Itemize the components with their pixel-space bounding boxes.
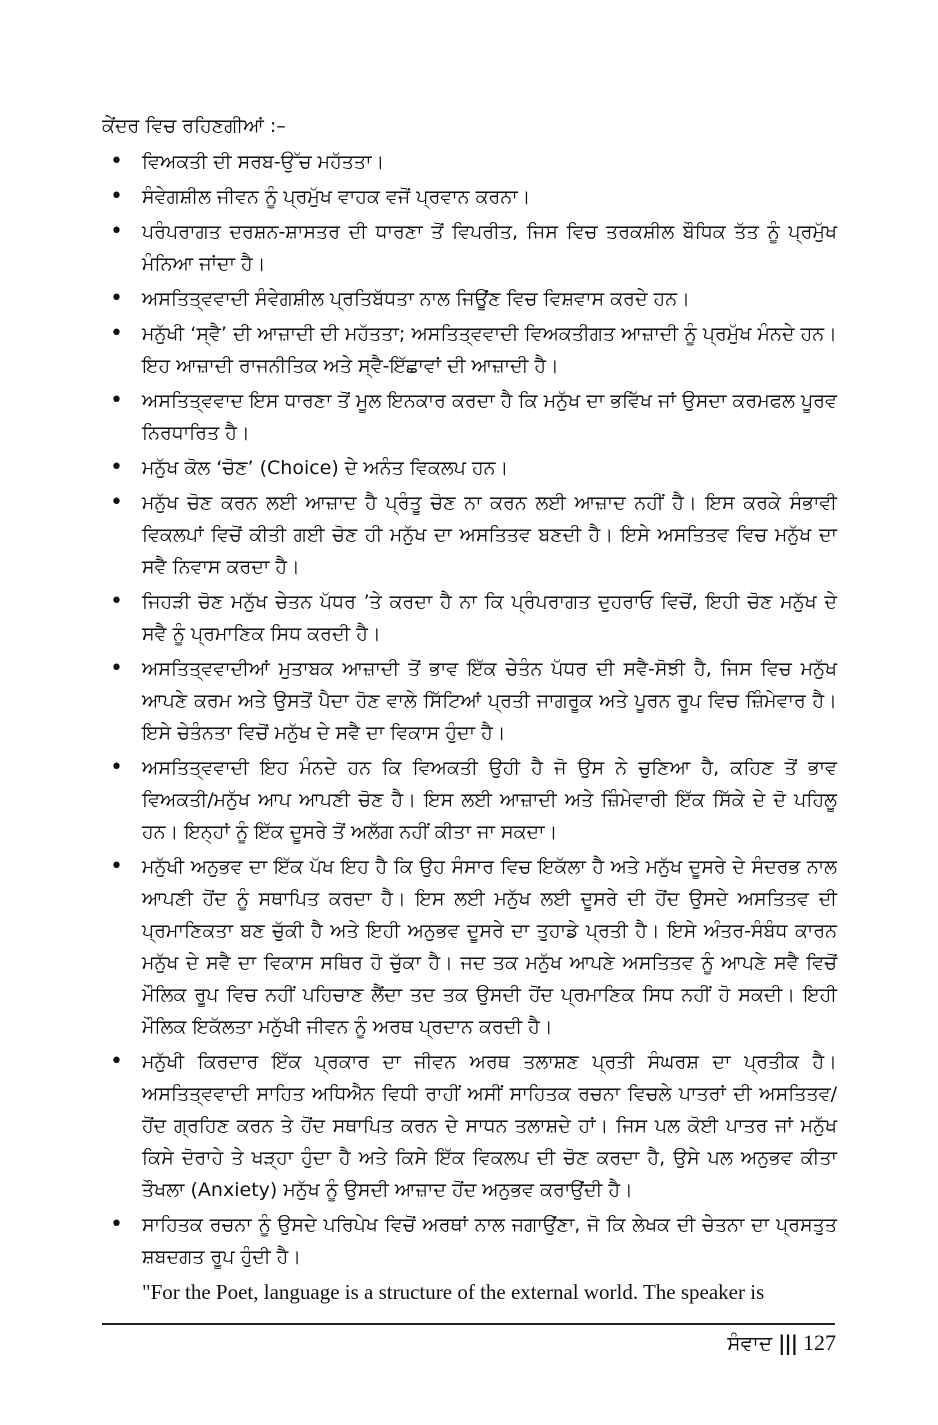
- list-item-text: ਮਨੁੱਖੀ ਅਨੁਭਵ ਦਾ ਇੱਕ ਪੱਖ ਇਹ ਹੈ ਕਿ ਉਹ ਸੰਸਾਰ ਵਿਚ ਇਕੱਲਾ ਹੈ ਅਤੇ ਮਨੁੱਖ ਦੂਸਰੇ ਦੇ ਸੰਦਰਭ ਨਾਲ ਆਪਣੀ ਹੋਂਦ ਨੂੰ ਸਥਾਪਿਤ ਕਰਦਾ ਹੈ। ਇਸ ਲਈ ਮਨੁੱਖ ਲਈ ਦੂਸਰੇ ਦੀ ਹੋਂਦ ਉਸਦੇ ਅਸਤਿਤਵ ਦੀ ਪ੍ਰਮਾਣਿਕਤਾ ਬਣ ਚੁੱਕੀ ਹੈ ਅਤੇ ਇਹੀ ਅਨੁਭਵ ਦੂਸਰੇ ਦਾ ਤੁਹਾਡੇ ਪ੍ਰਤੀ ਹੈ। ਇਸੇ ਅੰਤਰ-ਸੰਬੰਧ ਕਾਰਨ ਮਨੁੱਖ ਦੇ ਸਵੈ ਦਾ ਵਿਕਾਸ ਸਥਿਰ ਹੋ ਚੁੱਕਾ ਹੈ। ਜਦ ਤਕ ਮਨੁੱਖ ਆਪਣੇ ਅਸਤਿਤਵ ਨੂੰ ਆਪਣੇ ਸਵੈ ਵਿਚੋਂ ਮੌਲਿਕ ਰੂਪ ਵਿਚ ਨਹੀਂ ਪਹਿਚਾਣ ਲੈਂਦਾ ਤਦ ਤਕ ਉਸਦੀ ਹੋਂਦ ਪ੍ਰਮਾਣਿਕ ਸਿਧ ਨਹੀਂ ਹੋ ਸਕਦੀ। ਇਹੀ ਮੌਲਿਕ ਇਕੱਲਤਾ ਮਨੁੱਖੀ ਜੀਵਨ ਨੂੰ ਅਰਥ ਪ੍ਰਦਾਨ ਕਰਦੀ ਹੈ।: [142, 856, 837, 1038]
- bullet-marker: •: [110, 656, 123, 681]
- footer-divider: [102, 1323, 835, 1325]
- list-item-text: ਸੰਵੇਗਸ਼ੀਲ ਜੀਵਨ ਨੂੰ ਪ੍ਰਮੁੱਖ ਵਾਹਕ ਵਜੋਂ ਪ੍ਰਵਾਨ ਕਰਨਾ।: [142, 186, 531, 208]
- list-item: [102, 146, 837, 178]
- footer-separator-icon: |||: [778, 1331, 797, 1355]
- list-item: [102, 586, 837, 650]
- list-item-text: ਅਸਤਿਤ੍ਵਵਾਦ ਇਸ ਧਾਰਣਾ ਤੋਂ ਮੂਲ ਇਨਕਾਰ ਕਰਦਾ ਹੈ ਕਿ ਮਨੁੱਖ ਦਾ ਭਵਿੱਖ ਜਾਂ ਉਸਦਾ ਕਰਮਫਲ ਪੂਰਵ ਨਿਰਧਾਰਿਤ ਹੈ।: [142, 390, 837, 444]
- list-item: [102, 653, 837, 749]
- english-quote: "For the Poet, language is a structure of the external world. The speaker is: [142, 1280, 765, 1304]
- bullet-list: [102, 146, 837, 1273]
- list-item-text: ਅਸਤਿਤ੍ਵਵਾਦੀਆਂ ਮੁਤਾਬਕ ਆਜ਼ਾਦੀ ਤੋਂ ਭਾਵ ਇੱਕ ਚੇਤੰਨ ਪੱਧਰ ਦੀ ਸਵੈ-ਸੋਝੀ ਹੈ, ਜਿਸ ਵਿਚ ਮਨੁੱਖ ਆਪਣੇ ਕਰਮ ਅਤੇ ਉਸਤੋਂ ਪੈਦਾ ਹੋਣ ਵਾਲੇ ਸਿੱਟਿਆਂ ਪ੍ਰਤੀ ਜਾਗਰੂਕ ਅਤੇ ਪੂਰਨ ਰੂਪ ਵਿਚ ਜ਼ਿੰਮੇਵਾਰ ਹੈ। ਇਸੇ ਚੇਤੰਨਤਾ ਵਿਚੋਂ ਮਨੁੱਖ ਦੇ ਸਵੈ ਦਾ ਵਿਕਾਸ ਹੁੰਦਾ ਹੈ।: [142, 658, 837, 744]
- list-item-text: ਸਾਹਿਤਕ ਰਚਨਾ ਨੂੰ ਉਸਦੇ ਪਰਿਪੇਖ ਵਿਚੋਂ ਅਰਥਾਂ ਨਾਲ ਜਗਾਉਂਣਾ, ਜੋ ਕਿ ਲੇਖਕ ਦੀ ਚੇਤਨਾ ਦਾ ਪ੍ਰਸਤੁਤ ਸ਼ਬਦਗਤ ਰੂਪ ਹੁੰਦੀ ਹੈ।: [142, 1214, 837, 1268]
- bullet-marker: •: [110, 286, 123, 311]
- list-item-text: ਮਨੁੱਖੀ ‘ਸ੍ਵੈ’ ਦੀ ਆਜ਼ਾਦੀ ਦੀ ਮਹੱਤਤਾ; ਅਸਤਿਤ੍ਵਵਾਦੀ ਵਿਅਕਤੀਗਤ ਆਜ਼ਾਦੀ ਨੂੰ ਪ੍ਰਮੁੱਖ ਮੰਨਦੇ ਹਨ। ਇਹ ਆਜ਼ਾਦੀ ਰਾਜਨੀਤਿਕ ਅਤੇ ਸ੍ਵੈ-ਇੱਛਾਵਾਂ ਦੀ ਆਜ਼ਾਦੀ ਹੈ।: [142, 323, 837, 377]
- bullet-marker: •: [110, 1049, 123, 1074]
- bullet-marker: •: [110, 219, 123, 244]
- list-item: [102, 181, 837, 213]
- bullet-marker: •: [110, 854, 123, 879]
- list-item-text: ਮਨੁੱਖ ਕੋਲ ‘ਚੋਣ’ (Choice) ਦੇ ਅਨੰਤ ਵਿਕਲਪ ਹਨ।: [142, 457, 509, 479]
- list-item: [102, 1046, 837, 1206]
- bullet-marker: •: [110, 589, 123, 614]
- bullet-marker: •: [110, 184, 123, 209]
- list-item: [102, 283, 837, 315]
- page-footer: [727, 1328, 836, 1358]
- intro-line: ਕੇਂਦਰ ਵਿਚ ਰਹਿਣਗੀਆਂ :–: [102, 115, 286, 137]
- bullet-marker: •: [110, 490, 123, 515]
- bullet-marker: •: [110, 388, 123, 413]
- bullet-marker: •: [110, 755, 123, 780]
- page-number: 127: [803, 1330, 836, 1355]
- bullet-marker: •: [110, 1212, 123, 1237]
- list-item: [102, 851, 837, 1043]
- list-item: [102, 216, 837, 280]
- list-item-text: ਜਿਹੜੀ ਚੋਣ ਮਨੁੱਖ ਚੇਤਨ ਪੱਧਰ ’ਤੇ ਕਰਦਾ ਹੈ ਨਾ ਕਿ ਪ੍ਰੰਪਰਾਗਤ ਦੁਹਰਾਓ ਵਿਚੋਂ, ਇਹੀ ਚੋਣ ਮਨੁੱਖ ਦੇ ਸਵੈ ਨੂੰ ਪ੍ਰਮਾਣਿਕ ਸਿਧ ਕਰਦੀ ਹੈ।: [142, 591, 837, 645]
- bullet-marker: •: [110, 149, 123, 174]
- list-item-text: ਮਨੁੱਖੀ ਕਿਰਦਾਰ ਇੱਕ ਪ੍ਰਕਾਰ ਦਾ ਜੀਵਨ ਅਰਥ ਤਲਾਸ਼ਣ ਪ੍ਰਤੀ ਸੰਘਰਸ਼ ਦਾ ਪ੍ਰਤੀਕ ਹੈ। ਅਸਤਿਤ੍ਵਵਾਦੀ ਸਾਹਿਤ ਅਧਿਐਨ ਵਿਧੀ ਰਾਹੀਂ ਅਸੀਂ ਸਾਹਿਤਕ ਰਚਨਾ ਵਿਚਲੇ ਪਾਤਰਾਂ ਦੀ ਅਸਤਿਤਵ/ਹੋਂਦ ਗ੍ਰਹਿਣ ਕਰਨ ਤੇ ਹੋਂਦ ਸਥਾਪਿਤ ਕਰਨ ਦੇ ਸਾਧਨ ਤਲਾਸ਼ਦੇ ਹਾਂ। ਜਿਸ ਪਲ ਕੋਈ ਪਾਤਰ ਜਾਂ ਮਨੁੱਖ ਕਿਸੇ ਦੋਰਾਹੇ ਤੇ ਖੜ੍ਹਾ ਹੁੰਦਾ ਹੈ ਅਤੇ ਕਿਸੇ ਇੱਕ ਵਿਕਲਪ ਦੀ ਚੋਣ ਕਰਦਾ ਹੈ, ਉਸੇ ਪਲ ਅਨੁਭਵ ਕੀਤਾ ਤੌਖਲਾ (Anxiety) ਮਨੁੱਖ ਨੂੰ ਉਸਦੀ ਆਜ਼ਾਦ ਹੋਂਦ ਅਨੁਭਵ ਕਰਾਉਂਦੀ ਹੈ।: [142, 1051, 837, 1201]
- bullet-marker: •: [110, 321, 123, 346]
- list-item: [102, 752, 837, 848]
- list-item: [102, 452, 837, 484]
- footer-title: ਸੰਵਾਦ: [727, 1331, 773, 1355]
- bullet-marker: •: [110, 455, 123, 480]
- list-item: [102, 1209, 837, 1273]
- list-item-text: ਮਨੁੱਖ ਚੋਣ ਕਰਨ ਲਈ ਆਜ਼ਾਦ ਹੈ ਪ੍ਰੰਤੂ ਚੋਣ ਨਾ ਕਰਨ ਲਈ ਆਜ਼ਾਦ ਨਹੀਂ ਹੈ। ਇਸ ਕਰਕੇ ਸੰਭਾਵੀ ਵਿਕਲਪਾਂ ਵਿਚੋਂ ਕੀਤੀ ਗਈ ਚੋਣ ਹੀ ਮਨੁੱਖ ਦਾ ਅਸਤਿਤਵ ਬਣਦੀ ਹੈ। ਇਸੇ ਅਸਤਿਤਵ ਵਿਚ ਮਨੁੱਖ ਦਾ ਸਵੈ ਨਿਵਾਸ ਕਰਦਾ ਹੈ।: [142, 492, 837, 578]
- page-body: [102, 110, 837, 1308]
- list-item-text: ਪਰੰਪਰਾਗਤ ਦਰਸ਼ਨ-ਸ਼ਾਸਤਰ ਦੀ ਧਾਰਣਾ ਤੋਂ ਵਿਪਰੀਤ, ਜਿਸ ਵਿਚ ਤਰਕਸ਼ੀਲ ਬੌਧਿਕ ਤੱਤ ਨੂੰ ਪ੍ਰਮੁੱਖ ਮੰਨਿਆ ਜਾਂਦਾ ਹੈ।: [142, 221, 837, 275]
- list-item: [102, 318, 837, 382]
- list-item-text: ਅਸਤਿਤ੍ਵਵਾਦੀ ਸੰਵੇਗਸ਼ੀਲ ਪ੍ਰਤਿਬੱਧਤਾ ਨਾਲ ਜਿਊਂਣ ਵਿਚ ਵਿਸ਼ਵਾਸ ਕਰਦੇ ਹਨ।: [142, 288, 690, 310]
- list-item-text: ਅਸਤਿਤ੍ਵਵਾਦੀ ਇਹ ਮੰਨਦੇ ਹਨ ਕਿ ਵਿਅਕਤੀ ਉਹੀ ਹੈ ਜੋ ਉਸ ਨੇ ਚੁਣਿਆ ਹੈ, ਕਹਿਣ ਤੋਂ ਭਾਵ ਵਿਅਕਤੀ/ਮਨੁੱਖ ਆਪ ਆਪਣੀ ਚੋਣ ਹੈ। ਇਸ ਲਈ ਆਜ਼ਾਦੀ ਅਤੇ ਜ਼ਿੰਮੇਵਾਰੀ ਇੱਕ ਸਿੱਕੇ ਦੇ ਦੋ ਪਹਿਲੂ ਹਨ। ਇਨ੍ਹਾਂ ਨੂੰ ਇੱਕ ਦੂਸਰੇ ਤੋਂ ਅਲੱਗ ਨਹੀਂ ਕੀਤਾ ਜਾ ਸਕਦਾ।: [142, 757, 837, 843]
- list-item: [102, 487, 837, 583]
- list-item: [102, 385, 837, 449]
- list-item-text: ਵਿਅਕਤੀ ਦੀ ਸਰਬ-ਉੱਚ ਮਹੱਤਤਾ।: [142, 151, 385, 173]
